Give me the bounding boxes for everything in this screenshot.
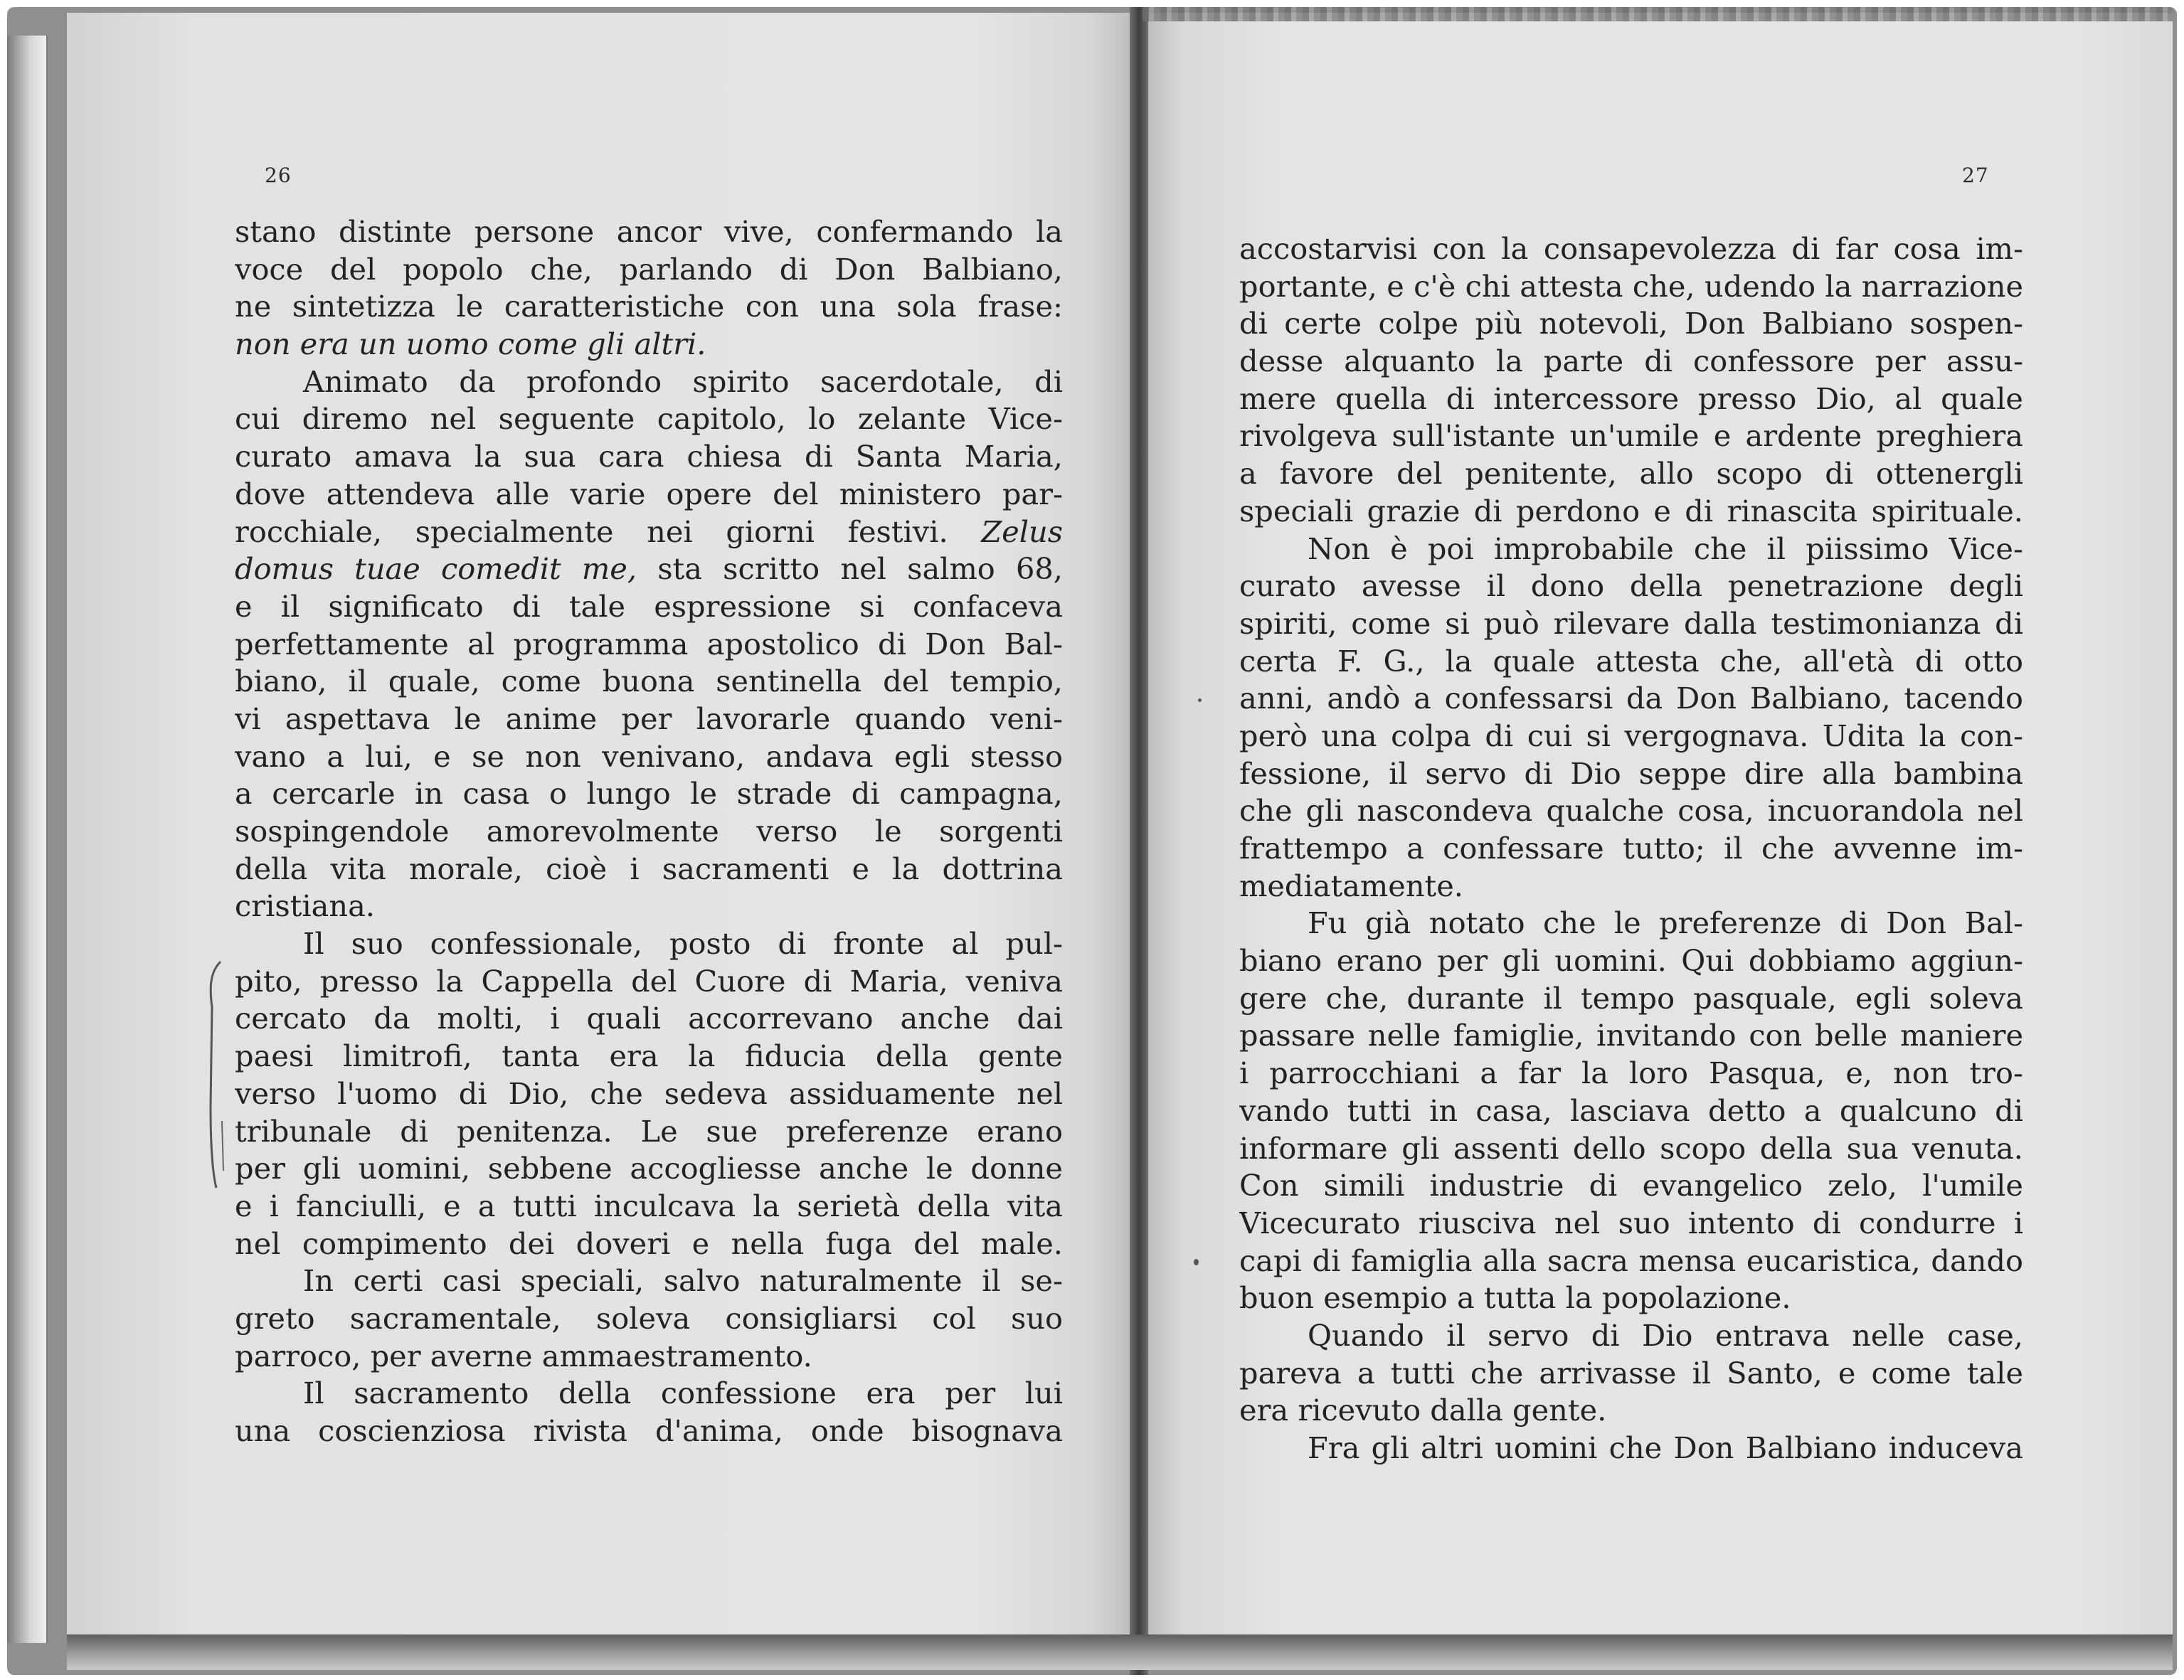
paragraph-end: cristiana. [235, 888, 376, 924]
text-fragment: rocchiale, specialmente nei giorni festivi. [235, 514, 948, 549]
book-gutter [1130, 7, 1148, 1675]
text-line: passare nelle famiglie, invitando con belle maniere [1239, 1018, 2023, 1053]
text-line: perfettamente al programma apostolico di Don Bal- [235, 626, 1063, 661]
text-line: voce del popolo che, parlando di Don Balbiano, [235, 251, 1063, 287]
text-line: tribunale di penitenza. Le sue preferenze erano [235, 1113, 1063, 1149]
text-line: rivolgeva sull'istante un'umile e ardente preghiera [1239, 418, 2023, 454]
paragraph-start: Non è poi improbabile che il piissimo Vice- [1308, 531, 2023, 566]
text-line: e i fanciulli, e a tutti inculcava la serietà della vita [235, 1188, 1063, 1223]
right-page [1143, 13, 2173, 1634]
text-line: pareva a tutti che arrivasse il Santo, e come tale [1239, 1355, 2023, 1391]
text-line: vano a lui, e se non venivano, andava egli stesso [235, 738, 1063, 774]
text-line: una coscienziosa rivista d'anima, onde bisognava [235, 1413, 1063, 1448]
text-line: anni, andò a confessarsi da Don Balbiano, tacendo [1239, 681, 2023, 716]
text-line: per gli uomini, sebbene accogliesse anche le donne [235, 1151, 1063, 1186]
text-line: Con simili industrie di evangelico zelo, l'umile [1239, 1168, 2023, 1203]
text-line: biano, il quale, come buona sentinella del tempio, [235, 664, 1063, 699]
paragraph-start: Fra gli altri uomini che Don Balbiano induceva [1308, 1430, 2023, 1465]
paper-speck [1198, 698, 1202, 702]
paragraph-start: Il sacramento della confessione era per lui [303, 1376, 1063, 1411]
text-line-italic: non era un uomo come gli altri. [235, 326, 706, 362]
text-line: desse alquanto la parte di confessore per assu- [1239, 344, 2023, 379]
text-line: certa F. G., la quale attesta che, all'età di otto [1239, 643, 2023, 679]
paragraph-end: era ricevuto dalla gente. [1239, 1393, 1607, 1428]
paragraph-end: speciali grazie di perdono e di rinascita spirituale. [1239, 493, 2023, 528]
text-line: portante, e c'è chi attesta che, udendo la narrazione [1239, 268, 2023, 304]
text-line: a cercarle in casa o lungo le strade di campagna, [235, 776, 1063, 812]
text-line: greto sacramentale, soleva consigliarsi col suo [235, 1300, 1063, 1336]
text-line: di certe colpe più notevoli, Don Balbiano sospen- [1239, 306, 2023, 341]
text-line: sospingendole amorevolmente verso le sorgenti [235, 814, 1063, 849]
text-line: però una colpa di cui si vergognava. Udita la con- [1239, 718, 2023, 753]
text-line: mere quella di intercessore presso Dio, al quale [1239, 381, 2023, 416]
left-page-text [235, 213, 1063, 1450]
text-line: curato avesse il dono della penetrazione degli [1239, 568, 2023, 604]
latin-quote: Zelus [981, 514, 1063, 549]
paper-speck [1194, 1259, 1199, 1265]
text-line: accostarvisi con la consapevolezza di far cosa im- [1239, 231, 2023, 266]
text-line: vi aspettava le anime per lavorarle quando veni- [235, 701, 1063, 736]
text-line: nel compimento dei doveri e nella fuga del male. [235, 1226, 1063, 1261]
text-line: verso l'uomo di Dio, che sedeva assiduamente nel [235, 1075, 1063, 1111]
page-number-right: 27 [1962, 164, 1989, 187]
paragraph-start: Animato da profondo spirito sacerdotale, di [303, 363, 1063, 399]
left-page [67, 13, 1134, 1634]
text-line: informare gli assenti dello scopo della sua venuta. [1239, 1130, 2023, 1166]
text-fragment: sta scritto nel salmo 68, [657, 551, 1063, 587]
text-line: curato amava la sua cara chiesa di Santa Maria, [235, 439, 1063, 474]
text-line: a favore del penitente, allo scopo di ottenergli [1239, 456, 2023, 491]
text-line: paesi limitrofi, tanta era la fiducia della gente [235, 1038, 1063, 1074]
text-line: ne sintetizza le caratteristiche con una sola frase: [235, 289, 1063, 324]
text-line: fessione, il servo di Dio seppe dire alla bambina [1239, 755, 2023, 791]
paragraph-start: Fu già notato che le preferenze di Don Bal- [1308, 905, 2023, 941]
latin-quote: domus tuae comedit me, [235, 551, 637, 587]
text-line: frattempo a confessare tutto; il che avvenne im- [1239, 831, 2023, 866]
book-cover-edge [7, 36, 48, 1643]
text-line: Vicecurato riusciva nel suo intento di condurre i [1239, 1205, 2023, 1240]
text-line: stano distinte persone ancor vive, confermando la [235, 214, 1063, 249]
text-line: gere che, durante il tempo pasquale, egli soleva [1239, 980, 2023, 1016]
text-line: capi di famiglia alla sacra mensa eucaristica, dando [1239, 1243, 2023, 1278]
page-number-left: 26 [265, 164, 292, 187]
text-line: e il significato di tale espressione si confaceva [235, 588, 1063, 624]
text-line: cui diremo nel seguente capitolo, lo zelante Vice- [235, 401, 1063, 437]
text-line: vando tutti in casa, lasciava detto a qualcuno di [1239, 1092, 2023, 1128]
paragraph-start: Quando il servo di Dio entrava nelle case, [1308, 1317, 2023, 1353]
handwritten-margin-bracket [202, 957, 230, 1192]
text-line: dove attendeva alle varie opere del ministero par- [235, 476, 1063, 511]
paragraph-end: mediatamente. [1239, 868, 1463, 903]
torn-top-edge [1143, 7, 2173, 21]
paragraph-start: In certi casi speciali, salvo naturalmente il se- [303, 1263, 1063, 1299]
right-page-text [1239, 230, 2023, 1467]
text-line-with-italic [235, 514, 1063, 551]
paragraph-end: buon esempio a tutta la popolazione. [1239, 1280, 1791, 1316]
text-line: che gli nascondeva qualche cosa, incuorandola nel [1239, 793, 2023, 829]
text-line: della vita morale, cioè i sacramenti e la dottrina [235, 851, 1063, 886]
book-bottom-edge [67, 1634, 2173, 1670]
text-line: biano erano per gli uomini. Qui dobbiamo aggiun- [1239, 943, 2023, 979]
paragraph-start: Il suo confessionale, posto di fronte al pul- [303, 926, 1063, 962]
paragraph-end: parroco, per averne ammaestramento. [235, 1338, 812, 1373]
text-line: cercato da molti, i quali accorrevano anche dai [235, 1001, 1063, 1036]
book-scan [7, 7, 2177, 1675]
text-line: spiriti, come si può rilevare dalla testimonianza di [1239, 605, 2023, 641]
text-line: i parrocchiani a far la loro Pasqua, e, non tro- [1239, 1056, 2023, 1091]
text-line: pito, presso la Cappella del Cuore di Maria, veniva [235, 963, 1063, 999]
text-line-with-italic [235, 551, 1063, 588]
